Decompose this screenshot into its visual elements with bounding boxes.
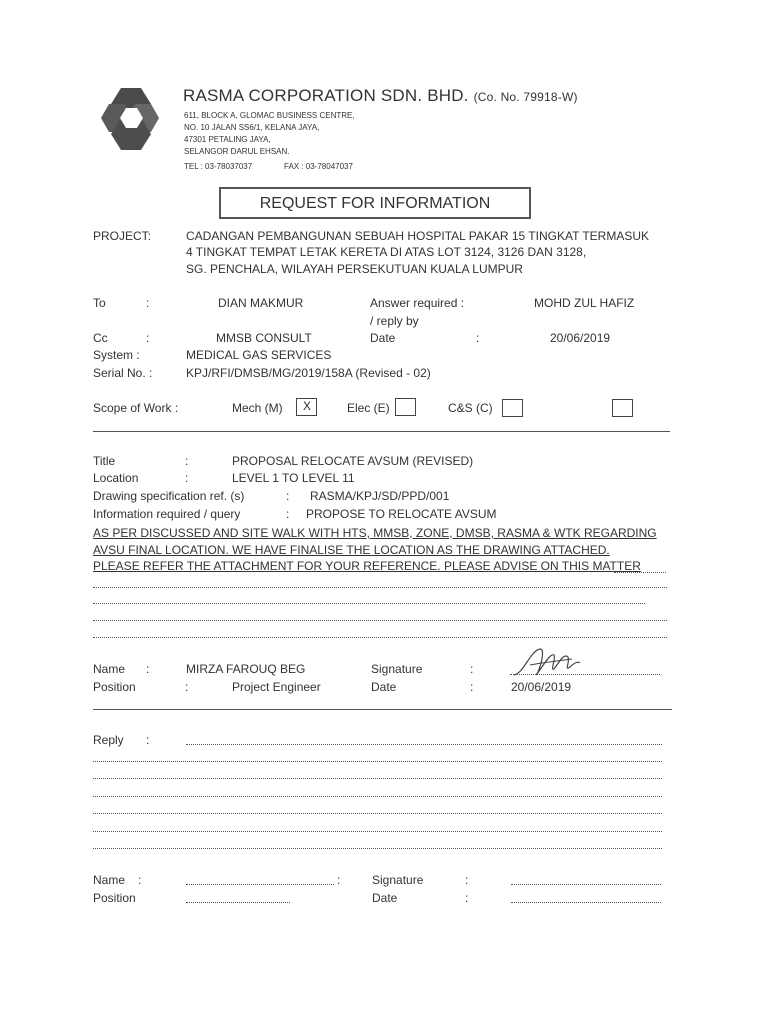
position-label: Position: [93, 680, 136, 694]
company-number: (Co. No. 79918-W): [473, 90, 578, 104]
signature-label: Signature: [371, 662, 423, 676]
body-line: AVSU FINAL LOCATION. WE HAVE FINALISE THE LOCATION AS THE DRAWING ATTACHED.: [93, 543, 610, 557]
reply-name-label: Name: [93, 873, 126, 887]
scope-mech-label: Mech (M): [232, 401, 283, 415]
to-label: To: [93, 296, 106, 310]
reply-line[interactable]: [186, 744, 662, 745]
reply-date-label: Date: [372, 891, 398, 905]
reply-label: Reply: [93, 733, 124, 747]
company-name-line: [183, 86, 578, 106]
reply-position-line[interactable]: [186, 902, 290, 903]
address-line: SELANGOR DARUL EHSAN.: [184, 147, 290, 156]
project-line: 4 TINGKAT TEMPAT LETAK KERETA DI ATAS LOT 3124, 3126 DAN 3128,: [186, 245, 587, 259]
title-label: Title: [93, 454, 116, 468]
drawing-label: Drawing specification ref. (s): [93, 489, 245, 503]
reply-line[interactable]: [93, 848, 662, 849]
title-value: PROPOSAL RELOCATE AVSUM (REVISED): [232, 454, 474, 468]
date-colon: :: [476, 331, 480, 345]
location-label: Location: [93, 471, 139, 485]
answer-required-value: MOHD ZUL HAFIZ: [534, 296, 635, 310]
section-divider: [93, 709, 672, 710]
signoff-date-value: 20/06/2019: [511, 680, 572, 694]
signature-image: [510, 645, 582, 685]
reply-signature-line[interactable]: [511, 884, 661, 885]
signoff-date-colon: :: [470, 680, 474, 694]
location-value: LEVEL 1 TO LEVEL 11: [232, 471, 355, 485]
scope-elec-checkbox[interactable]: [395, 398, 416, 416]
form-title: REQUEST FOR INFORMATION: [259, 195, 491, 212]
address-line: NO. 10 JALAN SS6/1, KELANA JAYA,: [184, 123, 320, 132]
reply-position-label: Position: [93, 891, 136, 905]
company-tel: TEL : 03-78037037: [184, 162, 253, 171]
drawing-colon: :: [286, 489, 290, 503]
info-colon: :: [286, 507, 290, 521]
signoff-date-label: Date: [371, 680, 397, 694]
scope-cs-label: C&S (C): [448, 401, 493, 415]
cc-colon: :: [146, 331, 150, 345]
info-value: PROPOSE TO RELOCATE AVSUM: [306, 507, 497, 521]
position-value: Project Engineer: [232, 680, 321, 694]
address-line: 47301 PETALING JAYA,: [184, 135, 271, 144]
name-value: MIRZA FAROUQ BEG: [186, 662, 306, 676]
section-divider: [93, 431, 670, 432]
location-colon: :: [185, 471, 189, 485]
reply-line[interactable]: [93, 831, 662, 832]
reply-date-colon: :: [465, 891, 469, 905]
reply-signature-colon: :: [465, 873, 469, 887]
to-colon: :: [146, 296, 150, 310]
dotted-line: [614, 572, 666, 573]
title-colon: :: [185, 454, 189, 468]
checkbox-mark: X: [303, 399, 312, 413]
body-line: AS PER DISCUSSED AND SITE WALK WITH HTS, MMSB, ZONE, DMSB, RASMA & WTK REGARDING: [93, 526, 657, 540]
reply-line[interactable]: [93, 796, 662, 797]
company-address: [184, 110, 355, 158]
project-label: PROJECT:: [93, 229, 152, 243]
scope-label: Scope of Work :: [93, 401, 179, 415]
info-label: Information required / query: [93, 507, 241, 521]
project-line: CADANGAN PEMBANGUNAN SEBUAH HOSPITAL PAKAR 15 TINGKAT TERMASUK: [186, 229, 649, 243]
address-line: 611, BLOCK A, GLOMAC BUSINESS CENTRE,: [184, 111, 355, 120]
serial-value: KPJ/RFI/DMSB/MG/2019/158A (Revised - 02): [186, 366, 431, 380]
date-value: 20/06/2019: [550, 331, 611, 345]
to-value: DIAN MAKMUR: [218, 296, 304, 310]
dotted-line: [93, 637, 667, 638]
scope-other-checkbox[interactable]: [612, 399, 633, 417]
reply-name-colon: :: [138, 873, 142, 887]
reply-name-colon-2: :: [337, 873, 341, 887]
company-logo: [97, 86, 167, 152]
name-label: Name: [93, 662, 126, 676]
cc-label: Cc: [93, 331, 108, 345]
date-label: Date: [370, 331, 396, 345]
serial-label: Serial No. :: [93, 366, 153, 380]
dotted-line: [93, 620, 667, 621]
position-colon: :: [185, 680, 189, 694]
scope-mech-checkbox[interactable]: [296, 398, 317, 416]
drawing-value: RASMA/KPJ/SD/PPD/001: [310, 489, 450, 503]
form-title-box: [219, 187, 531, 219]
scope-elec-label: Elec (E): [347, 401, 390, 415]
reply-line[interactable]: [93, 813, 662, 814]
company-fax: FAX : 03-78047037: [284, 162, 353, 171]
system-value: MEDICAL GAS SERVICES: [186, 348, 332, 362]
reply-name-line[interactable]: [186, 884, 334, 885]
name-colon: :: [146, 662, 150, 676]
system-label: System :: [93, 348, 140, 362]
reply-signature-label: Signature: [372, 873, 424, 887]
reply-line[interactable]: [93, 761, 662, 762]
answer-required-label: Answer required :: [370, 296, 465, 310]
dotted-line: [93, 603, 645, 604]
signature-colon: :: [470, 662, 474, 676]
dotted-line: [93, 587, 667, 588]
cc-value: MMSB CONSULT: [216, 331, 312, 345]
scope-cs-checkbox[interactable]: [502, 399, 523, 417]
reply-by-label: / reply by: [370, 314, 419, 328]
project-line: SG. PENCHALA, WILAYAH PERSEKUTUAN KUALA LUMPUR: [186, 262, 523, 276]
reply-line[interactable]: [93, 778, 662, 779]
company-name: RASMA CORPORATION SDN. BHD.: [183, 86, 469, 105]
body-line: PLEASE REFER THE ATTACHMENT FOR YOUR REFERENCE. PLEASE ADVISE ON THIS MATTER: [93, 559, 641, 573]
reply-date-line[interactable]: [511, 902, 661, 903]
reply-colon: :: [146, 733, 150, 747]
